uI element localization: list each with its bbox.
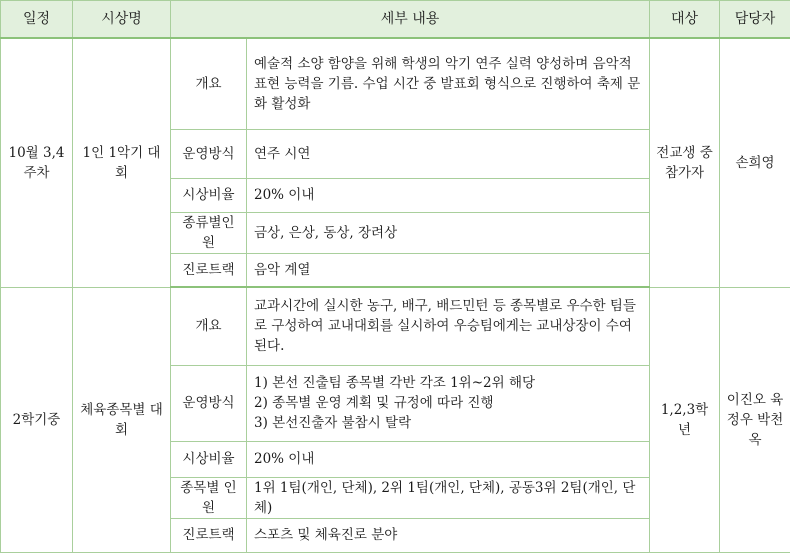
header-details: 세부 내용 bbox=[171, 1, 650, 39]
detail-value: 금상, 은상, 동상, 장려상 bbox=[247, 212, 650, 253]
header-schedule: 일정 bbox=[1, 1, 73, 39]
detail-value: 스포츠 및 체육진로 분야 bbox=[247, 518, 650, 552]
header-row bbox=[1, 1, 790, 39]
detail-label: 종목별 인원 bbox=[171, 477, 247, 518]
detail-label: 개요 bbox=[171, 287, 247, 365]
detail-value: 연주 시연 bbox=[247, 129, 650, 178]
detail-value bbox=[247, 365, 650, 441]
event-manager: 이진오 육정우 박천옥 bbox=[720, 287, 790, 552]
detail-label: 운영방식 bbox=[171, 365, 247, 441]
detail-label: 개요 bbox=[171, 38, 247, 129]
event-target: 1,2,3학년 bbox=[650, 287, 720, 552]
event-award-name: 체육종목별 대회 bbox=[73, 287, 171, 552]
event-schedule: 10월 3,4주차 bbox=[1, 38, 73, 287]
detail-value: 예술적 소양 함양을 위해 학생의 악기 연주 실력 양성하며 음악적 표현 능력을 기름. 수업 시간 중 발표회 형식으로 진행하여 축제 문화 활성화 bbox=[247, 38, 650, 129]
rule-line: 1) 본선 진출팀 종목별 각반 각조 1위~2위 해당 bbox=[254, 373, 643, 393]
table-row bbox=[1, 38, 790, 129]
detail-label: 종류별인원 bbox=[171, 212, 247, 253]
detail-value: 20% 이내 bbox=[247, 441, 650, 477]
detail-value: 20% 이내 bbox=[247, 178, 650, 212]
table-row bbox=[1, 287, 790, 365]
detail-label: 운영방식 bbox=[171, 129, 247, 178]
event-award-name: 1인 1악기 대회 bbox=[73, 38, 171, 287]
header-award: 시상명 bbox=[73, 1, 171, 39]
detail-label: 시상비율 bbox=[171, 441, 247, 477]
event-target: 전교생 중 참가자 bbox=[650, 38, 720, 287]
rule-line: 3) 본선진출자 불참시 탈락 bbox=[254, 413, 643, 433]
detail-value: 음악 계열 bbox=[247, 253, 650, 287]
detail-value: 1위 1팀(개인, 단체), 2위 1팀(개인, 단체), 공동3위 2팀(개인, 단체) bbox=[247, 477, 650, 518]
event-manager: 손희영 bbox=[720, 38, 790, 287]
detail-label: 진로트랙 bbox=[171, 253, 247, 287]
detail-label: 시상비율 bbox=[171, 178, 247, 212]
detail-label: 진로트랙 bbox=[171, 518, 247, 552]
detail-value: 교과시간에 실시한 농구, 배구, 배드민턴 등 종목별로 우수한 팀들로 구성하여 교내대회를 실시하여 우승팀에게는 교내상장이 수여된다. bbox=[247, 287, 650, 365]
rule-line: 2) 종목별 운영 계획 및 규정에 따라 진행 bbox=[254, 393, 643, 413]
header-target: 대상 bbox=[650, 1, 720, 39]
event-schedule: 2학기중 bbox=[1, 287, 73, 552]
header-manager: 담당자 bbox=[720, 1, 790, 39]
